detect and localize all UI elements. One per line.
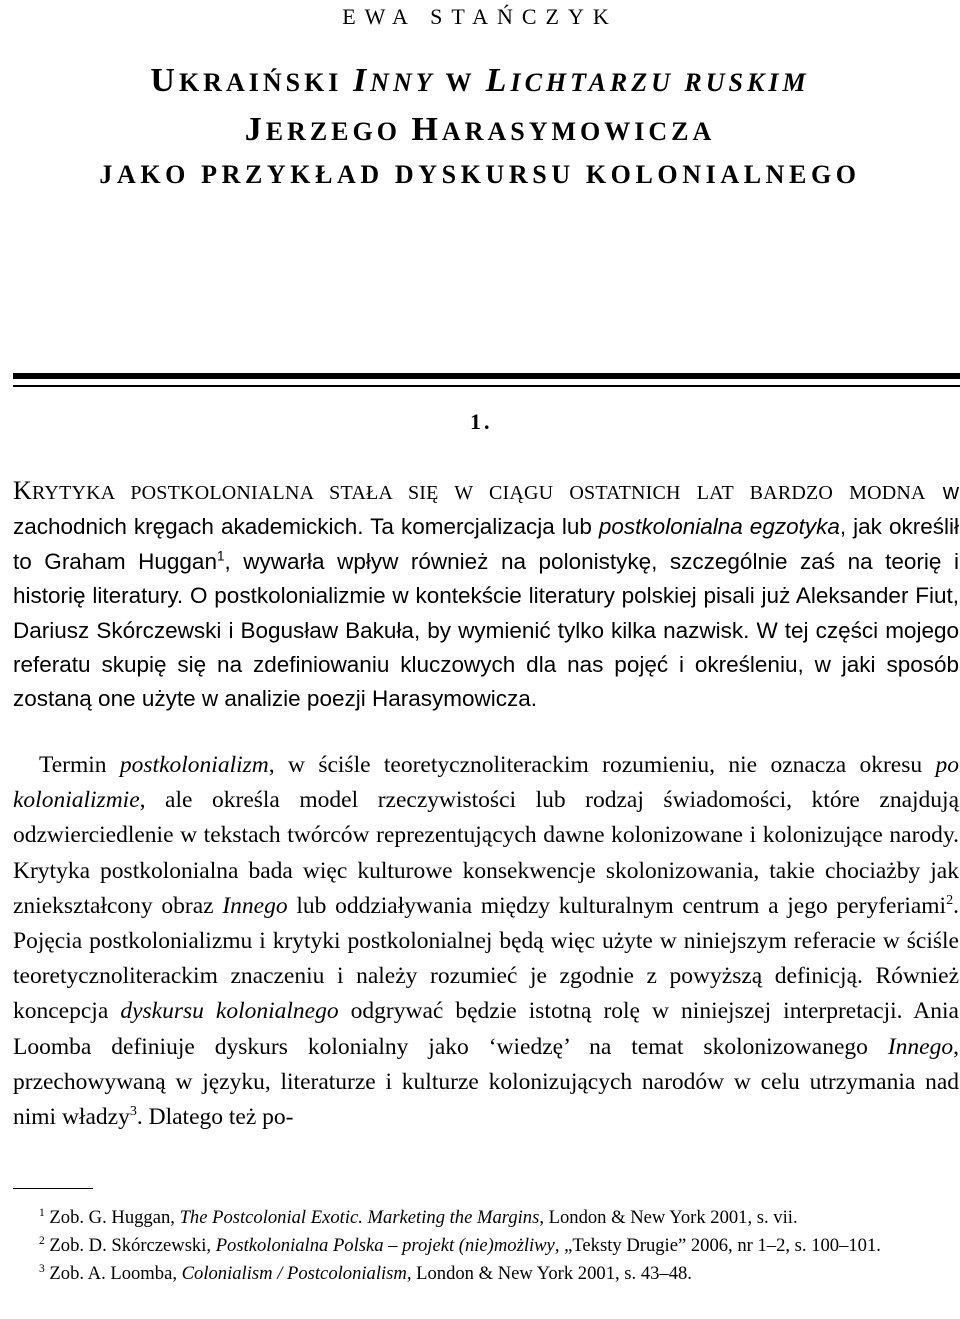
small-caps-opening: KRYTYKA POSTKOLONIALNA STAŁA SIĘ W CIĄGU OSTATNICH LAT BARDZO MODNA: [13, 476, 926, 505]
section-rule-thick: [13, 373, 960, 379]
title-line-3: JAKO PRZYKŁAD DYSKURSU KOLONIALNEGO: [99, 160, 861, 189]
body-paragraph-1: KRYTYKA POSTKOLONIALNA STAŁA SIĘ W CIĄGU OSTATNICH LAT BARDZO MODNA w zachodnich kręgach akademickich. Ta komercjalizacja lub postkolonialna egzotyka, jak określił to Graham Huggan$^1$, wywarła wpływ również na polonistykę, szczególnie zaś na teorię i historię literatury. O postkolonializmie w kontekście literatury polskiej pisali już Aleksander Fiut, Dariusz Skórczewski i Bogusław Bakuła, by wymienić tylko kilka nazwisk. W tej części mojego referatu skupię się na zdefiniowaniu kluczowych dla nas pojęć i określeniu, w jaki sposób zostaną one użyte w analizie poezji Harasymowicza.: [13, 476, 960, 712]
footnote-ref-3[interactable]: 3: [129, 1103, 137, 1120]
footnote-ref-2[interactable]: 2: [946, 891, 954, 908]
title-line-1: UKRAIŃSKI INNY W LICHTARZU RUSKIM: [150, 62, 810, 99]
title-line-2: JERZEGO HARASYMOWICZA: [244, 111, 716, 148]
footnotes: [13, 1204, 959, 1288]
footnote-2: $^2$ Zob. D. Skórczewski, Postkolonialna Polska – projekt (nie)możliwy, „Teksty Drugie” 2006, nr 1–2, s. 100–101.: [39, 1234, 881, 1256]
footnote-ref-1[interactable]: 1: [216, 548, 225, 564]
footnote-separator: [13, 1188, 93, 1189]
section-rule-thin: [13, 385, 960, 387]
section-number: 1.: [470, 409, 493, 434]
footnote-1: $^1$ Zob. G. Huggan, The Postcolonial Exotic. Marketing the Margins, London & New York 2001, s. vii.: [39, 1206, 798, 1228]
footnote-3: $^3$ Zob. A. Loomba, Colonialism / Postcolonialism, London & New York 2001, s. 43–48.: [39, 1262, 692, 1284]
author-name: EWA STAŃCZYK: [342, 4, 618, 29]
body-paragraph-2: Termin postkolonializm, w ściśle teoretycznoliterackim rozumieniu, nie oznacza okresu po kolonializmie, ale określa model rzeczywistości lub rodzaj świadomości, które znajdują odzwierciedlenie w tekstach twórców reprezentujących dawne kolonizowane i kolonizujące narody. Krytyka postkolonialna bada więc kulturowe konsekwencje skolonizowania, takie chociażby jak zniekształcony obraz Innego lub oddziaływania między kulturalnym centrum a jego peryferiami$^2$. Pojęcia postkolonializmu i krytyki postkolonialnej będą więc użyte w niniejszym referacie w ściśle teoretycznoliterackim znaczeniu i należy rozumieć je zgodnie z powyższą definicją. Również koncepcja dyskursu kolonialnego odgrywać będzie istotną rolę w niniejszej interpretacji. Ania Loomba definiuje dyskurs kolonialny jako ‘wiedzę’ na temat skolonizowanego Innego, przechowywaną w języku, literaturze i kulturze kolonizujących narodów w celu utrzymania nad nimi władzy$^3$. Dlatego też po-: [13, 752, 960, 1131]
